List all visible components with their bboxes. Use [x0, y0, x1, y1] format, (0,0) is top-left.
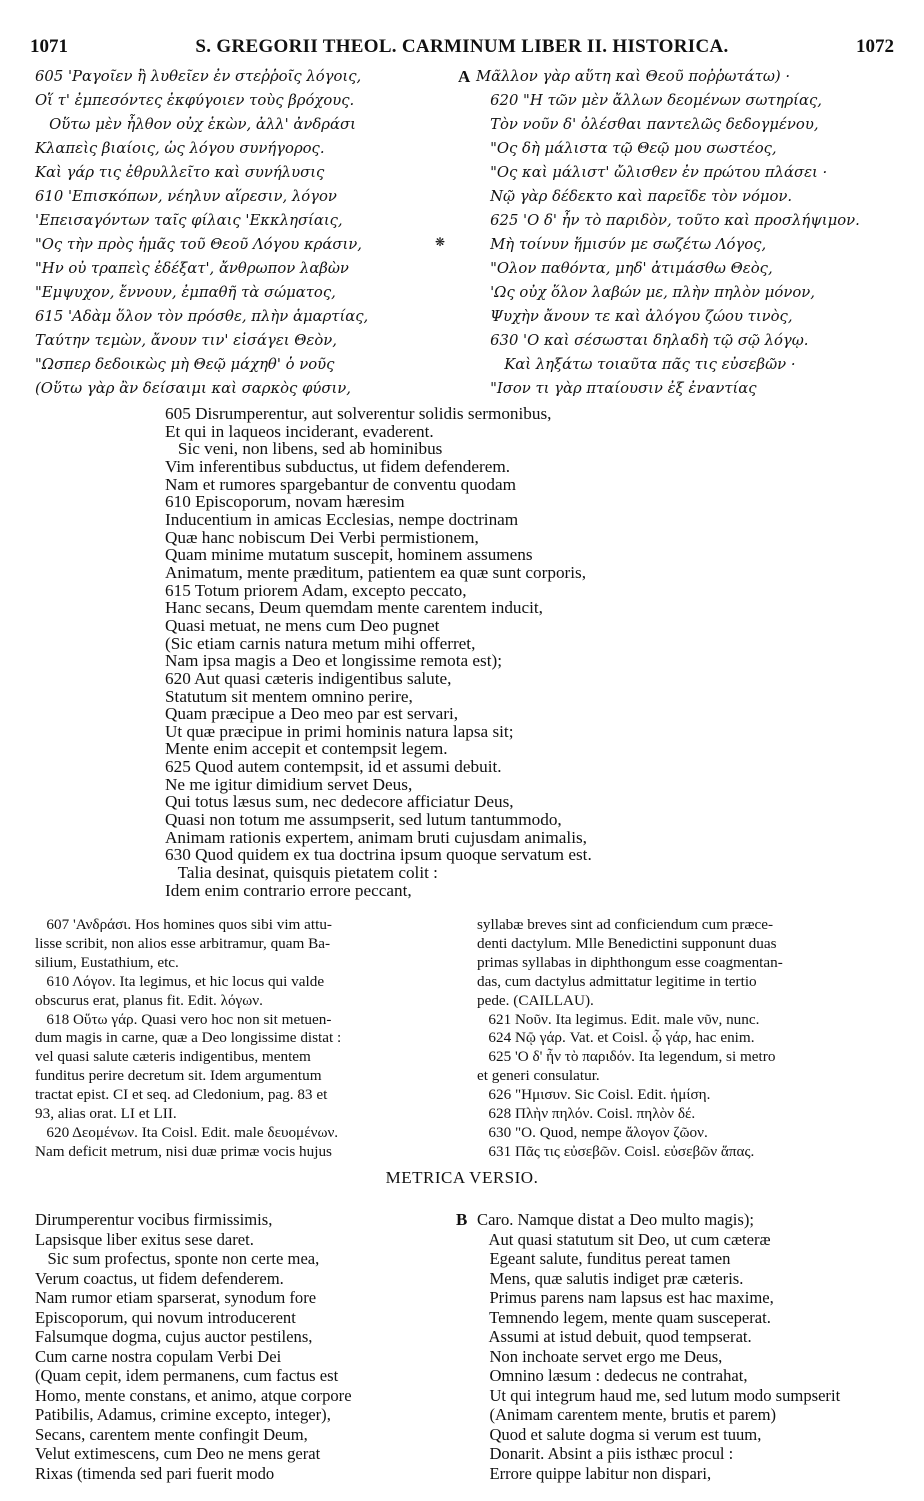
latin-line: Vim inferentibus subductus, ut fidem defenderem.	[165, 456, 511, 476]
note-line: 630 "Ο. Quod, nempe ἄλογον ζῶον.	[477, 1123, 708, 1141]
asterisk-mark: ❋	[435, 235, 446, 249]
verse-line: (Quam cepit, idem permanens, cum factus est	[35, 1366, 339, 1385]
greek-line: Κλαπεὶς βιαίοις, ὡς λόγου συνήγορος.	[35, 140, 325, 157]
latin-line: Quam præcipue a Deo meo par est servari,	[165, 704, 459, 724]
greek-line: "Ην οὐ τραπεὶς ἐδέξατ', ἄνθρωπον λαβὼν	[35, 260, 349, 277]
greek-line: 610 'Επισκόπων, νέηλυν αἵρεσιν, λόγον	[35, 188, 337, 205]
verse-line: Lapsisque liber exitus sese daret.	[35, 1229, 254, 1249]
metrical-version-left	[35, 1210, 445, 1483]
note-line: 625 'Ο δ' ἦν τὸ παριδόν. Ita legendum, si metro	[477, 1048, 776, 1066]
verse-line: Episcoporum, qui novum introducerent	[35, 1307, 296, 1327]
note-line: 631 Πᾶς τις εὐσεβῶν. Coisl. εὐσεβῶν ἅπας.	[477, 1142, 755, 1160]
note-line: 621 Νοῦν. Ita legimus. Edit. male νῦν, nunc.	[477, 1010, 760, 1028]
greek-line: Μὴ τοίνυν ἥμισύν με σωζέτω Λόγος,	[476, 236, 767, 253]
note-line: silium, Eustathium, etc.	[35, 953, 179, 971]
latin-line: Animam rationis expertem, animam bruti cujusdam animalis,	[165, 827, 587, 847]
greek-line: 'Επεισαγόντων ταῖς φίλαις 'Εκκλησίαις,	[35, 212, 343, 229]
greek-line: Ψυχὴν ἄνουν τε καὶ ἀλόγου ζώου τινὸς,	[476, 308, 793, 325]
greek-line: 625 'Ο δ' ἦν τὸ παριδὸν, τοῦτο καὶ προσλήψιμον.	[476, 212, 860, 229]
verse-line: Homo, mente constans, et animo, atque corpore	[35, 1385, 352, 1405]
latin-line: Quam minime mutatum suscepit, hominem assumens	[165, 545, 533, 565]
note-line: 618 Οὕτω γάρ. Quasi vero hoc non sit metuen-	[35, 1010, 332, 1028]
latin-line: Ut quæ præcipue in primi hominis natura lapsa sit;	[165, 721, 514, 741]
latin-line: Animatum, mente præditum, patientem ea quæ sunt corporis,	[165, 562, 587, 582]
note-line: das, cum dactylus admittatur legitime in tertio	[477, 972, 757, 990]
note-line: funditus perire decretum sit. Idem argumentum	[35, 1067, 322, 1085]
greek-line: Οὕτω μὲν ἦλθον οὐχ ἑκὼν, ἀλλ' ἀνδράσι	[35, 116, 356, 133]
latin-line: Ne me igitur dimidium servet Deus,	[165, 774, 413, 794]
verse-line: Quod et salute dogma si verum est tuum,	[477, 1424, 762, 1444]
note-line: syllabæ breves sint ad conficiendum cum præce-	[477, 916, 774, 933]
verse-line: Falsumque dogma, cujus auctor pestilens,	[35, 1327, 313, 1346]
greek-line: "Ος τὴν πρὸς ἡμᾶς τοῦ Θεοῦ Λόγου κράσιν,	[35, 236, 362, 253]
page-number-right: 1072	[856, 36, 894, 57]
latin-line: 610 Episcoporum, novam hæresim	[165, 492, 405, 512]
note-line: 624 Νῷ γάρ. Vat. et Coisl. ᾧ γάρ, hac enim.	[477, 1029, 755, 1047]
greek-line: Νῷ γὰρ δέδεκτο καὶ παρεῖδε τὸν νόμον.	[476, 188, 793, 205]
latin-line: Inducentium in amicas Ecclesias, nempe doctrinam	[165, 509, 519, 529]
note-line: lisse scribit, non alios esse arbitramur, quam Ba-	[35, 934, 331, 952]
latin-line: Hanc secans, Deum quemdam mente carentem inducit,	[165, 598, 543, 618]
note-line: 626 "Ημισυν. Sic Coisl. Edit. ἡμίση.	[477, 1086, 711, 1104]
greek-line: "Εμψυχον, ἔννουν, ἐμπαθῆ τὰ σώματος,	[35, 284, 336, 301]
column-marker-b: B	[456, 1210, 468, 1229]
verse-line: Sic sum profectus, sponte non certe mea,	[35, 1249, 320, 1268]
latin-line: Quæ hanc nobiscum Dei Verbi permistionem,	[165, 527, 479, 547]
latin-line: 630 Quod quidem ex tua doctrina ipsum quoque servatum est.	[165, 845, 592, 865]
running-header	[30, 36, 894, 62]
latin-translation	[165, 405, 885, 899]
note-line: 620 Δεομένων. Ita Coisl. Edit. male δευομένων.	[35, 1123, 339, 1141]
note-line: denti dactylum. Mlle Benedictini supponunt duas	[477, 934, 777, 952]
verse-line: Velut extimescens, cum Deo ne mens gerat	[35, 1444, 321, 1463]
latin-line: Statutum sit mentem omnino perire,	[165, 686, 413, 706]
verse-line: Egeant salute, funditus pereat tamen	[477, 1249, 731, 1268]
verse-line: Ut qui integrum haud me, sed lutum modo sumpserit	[477, 1385, 841, 1405]
page-number-left: 1071	[30, 36, 68, 57]
verse-line: Non inchoate servet ergo me Deus,	[477, 1346, 723, 1366]
greek-line: Τὸν νοῦν δ' ὀλέσθαι παντελῶς δεδογμένου,	[476, 116, 819, 133]
metrica-versio-heading: METRICA VERSIO.	[385, 1168, 539, 1187]
latin-line: (Sic etiam carnis natura metum mihi offerret,	[165, 633, 476, 653]
note-line: primas syllabas in diphthongum esse coagmentan-	[477, 953, 783, 971]
greek-line: 615 'Αδὰμ ὅλον τὸν πρόσθε, πλὴν ἁμαρτίας,	[35, 308, 369, 325]
latin-line: 615 Totum priorem Adam, excepto peccato,	[165, 580, 467, 600]
greek-text-right	[476, 65, 896, 401]
verse-line: Assumi at istud debuit, quod tempserat.	[477, 1327, 752, 1346]
latin-line: Talia desinat, quisquis pietatem colit :	[165, 863, 438, 883]
note-line: et generi consulatur.	[477, 1067, 600, 1085]
note-line: 607 'Ανδράσι. Hos homines quos sibi vim attu-	[35, 916, 332, 933]
greek-line: Καὶ ληξάτω τοιαῦτα πᾶς τις εὐσεβῶν ·	[476, 356, 796, 373]
note-line: tractat epist. CI et seq. ad Cledonium, pag. 83 et	[35, 1086, 328, 1104]
greek-line: Οἵ τ' ἐμπεσόντες ἐκφύγοιεν τοὺς βρόχους.	[35, 92, 355, 109]
footnotes-left	[35, 916, 455, 1162]
latin-line: 625 Quod autem contempsit, id et assumi debuit.	[165, 757, 502, 777]
verse-line: Rixas (timenda sed pari fuerit modo	[35, 1463, 275, 1483]
latin-line: Mente enim accepit et contempsit legem.	[165, 739, 448, 759]
verse-line: Temnendo legem, mente quam susceperat.	[477, 1307, 771, 1327]
greek-line: Μᾶλλον γὰρ αὕτη καὶ Θεοῦ ποῤῥωτάτω) ·	[476, 68, 791, 85]
latin-line: 605 Disrumperentur, aut solverentur solidis sermonibus,	[165, 404, 552, 423]
greek-line: Καὶ γάρ τις ἐθρυλλεῖτο καὶ συνήλυσις	[35, 164, 325, 181]
note-line: 610 Λόγον. Ita legimus, et hic locus qui valde	[35, 972, 325, 990]
greek-line: 'Ως οὐχ ὅλον λαβών με, πλὴν πηλὸν μόνον,	[476, 284, 815, 301]
latin-line: Sic veni, non libens, sed ab hominibus	[165, 439, 443, 459]
verse-line: Omnino læsum : dedecus ne contrahat,	[477, 1366, 748, 1385]
greek-line: "Ισον τι γὰρ πταίουσιν ἐξ ἐναντίας	[476, 380, 757, 397]
verse-line: Errore quippe labitur non dispari,	[477, 1463, 712, 1483]
verse-line: Secans, carentem mente confingit Deum,	[35, 1424, 308, 1444]
greek-line: (Οὕτω γὰρ ἂν δείσαιμι καὶ σαρκὸς φύσιν,	[35, 380, 352, 397]
note-line: pede. (CAILLAU).	[477, 991, 594, 1009]
verse-line: Dirumperentur vocibus firmissimis,	[35, 1210, 273, 1229]
note-line: obscurus erat, planus fit. Edit. λόγων.	[35, 991, 263, 1009]
verse-line: Mens, quæ salutis indiget præ cæteris.	[477, 1268, 744, 1288]
latin-line: Nam et rumores spargebantur de conventu quodam	[165, 474, 516, 494]
verse-line: Cum carne nostra copulam Verbi Dei	[35, 1346, 282, 1366]
greek-line: "Ωσπερ δεδοικὼς μὴ Θεῷ μάχηθ' ὁ νοῦς	[35, 356, 335, 373]
greek-line: "Ολον παθόντα, μηδ' ἀτιμάσθω Θεὸς,	[476, 260, 773, 277]
verse-line: Nam rumor etiam sparserat, synodum fore	[35, 1288, 317, 1307]
latin-line: Qui totus læsus sum, nec dedecore afficiatur Deus,	[165, 792, 514, 812]
latin-line: Nam ipsa magis a Deo et longissime remota est);	[165, 651, 502, 671]
latin-line: Quasi metuat, ne mens cum Deo pugnet	[165, 615, 440, 635]
note-line: 93, alias orat. LI et LII.	[35, 1105, 177, 1123]
latin-line: Et qui in laqueos inciderant, evaderent.	[165, 421, 434, 441]
note-line: 628 Πλὴν πηλόν. Coisl. πηλὸν δέ.	[477, 1105, 696, 1123]
column-marker-a: A	[458, 67, 471, 86]
verse-line: Verum coactus, ut fidem defenderem.	[35, 1268, 284, 1288]
verse-line: Primus parens nam lapsus est hac maxime,	[477, 1288, 774, 1307]
latin-line: 620 Aut quasi cæteris indigentibus salute,	[165, 668, 452, 688]
greek-line: 605 'Ραγοῖεν ἢ λυθεῖεν ἐν στεῤῥοῖς λόγοις,	[35, 68, 362, 85]
verse-line: Caro. Namque distat a Deo multo magis);	[477, 1210, 754, 1229]
running-title: S. GREGORII THEOL. CARMINUM LIBER II. HISTORICA.	[195, 36, 729, 57]
verse-line: Patibilis, Adamus, crimine excepto, integer),	[35, 1405, 331, 1424]
greek-line: 630 'Ο καὶ σέσωσται δηλαδὴ τῷ σῷ λόγῳ.	[476, 332, 809, 349]
greek-line: 620 "Η τῶν μὲν ἄλλων δεομένων σωτηρίας,	[476, 92, 822, 109]
note-line: vel quasi salute cæteris indigentibus, mentem	[35, 1048, 311, 1066]
greek-text-left	[35, 65, 455, 401]
verse-line: (Animam carentem mente, brutis et parem)	[477, 1405, 777, 1424]
greek-line: "Ος δὴ μάλιστα τῷ Θεῷ μου σωστέος,	[476, 140, 777, 157]
greek-line: "Ος καὶ μάλιστ' ὤλισθεν ἐν πρώτου πλάσει ·	[476, 164, 828, 181]
footnotes-right	[477, 916, 897, 1162]
verse-line: Donarit. Absint a piis isthæc procul :	[477, 1444, 734, 1463]
greek-line: Ταύτην τεμὼν, ἄνουν τιν' εἰσάγει Θεὸν,	[35, 332, 337, 349]
verse-line: Aut quasi statutum sit Deo, ut cum cæteræ	[477, 1229, 771, 1249]
latin-line: Quasi non totum me assumpserit, sed lutum tantummodo,	[165, 810, 562, 830]
latin-line: Idem enim contrario errore peccant,	[165, 880, 412, 900]
note-line: Nam deficit metrum, nisi duæ primæ vocis hujus	[35, 1142, 332, 1160]
note-line: dum magis in carne, quæ a Deo longissime distat :	[35, 1029, 342, 1047]
metrical-version-right	[477, 1210, 907, 1483]
